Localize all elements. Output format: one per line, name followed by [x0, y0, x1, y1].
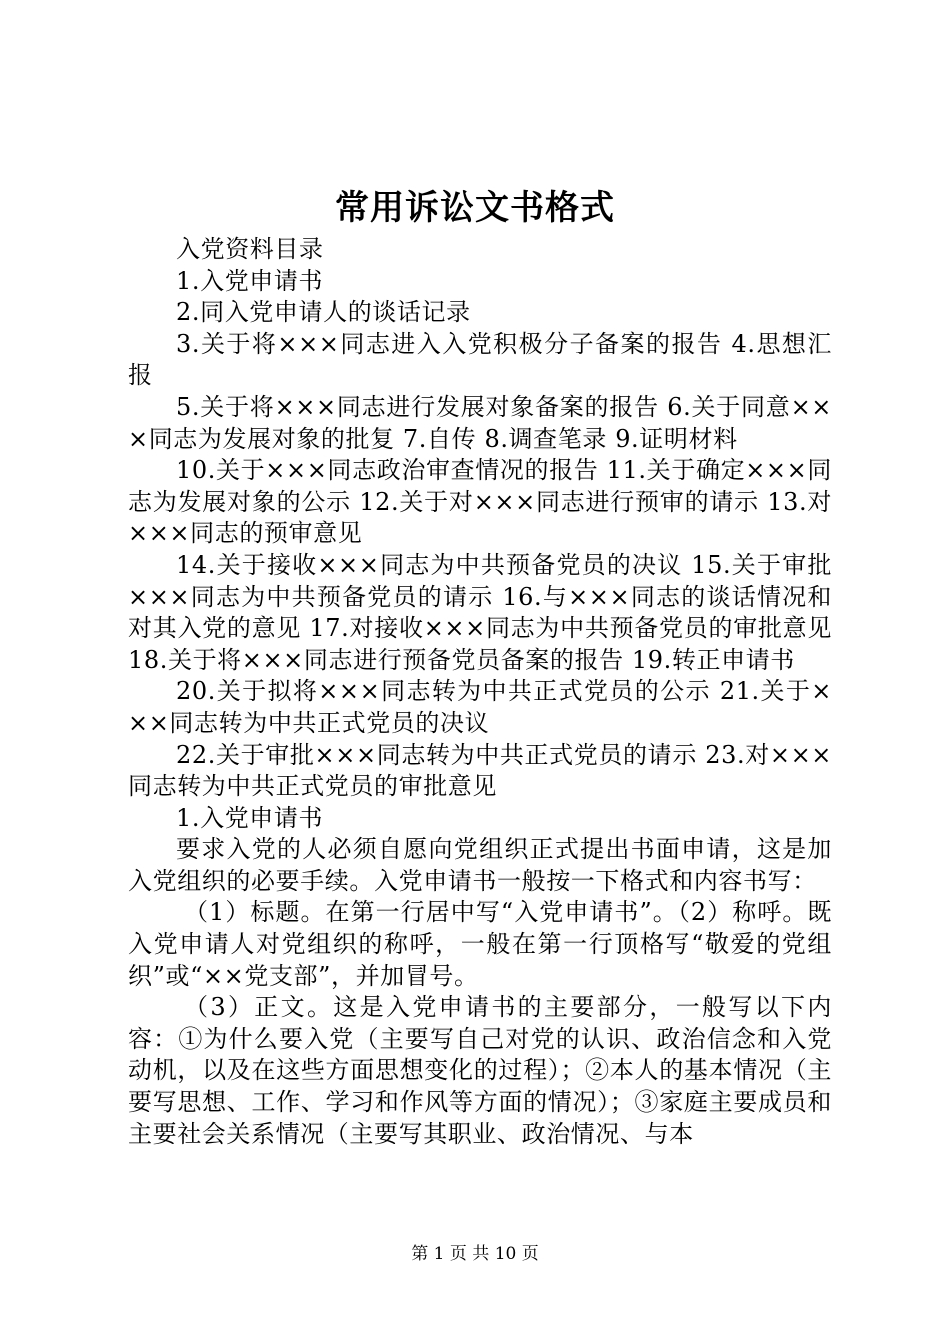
paragraph-toc-heading: 入党资料目录 [176, 235, 324, 263]
page-number-footer: 第 1 页 共 10 页 [411, 1244, 539, 1264]
document-body [128, 234, 832, 1150]
paragraph-toc-item-5-9: 5.关于将×××同志进行发展对象备案的报告 6.关于同意×××同志为发展对象的批复 7.自传 8.调查笔录 9.证明材料 [128, 392, 832, 453]
paragraph-section-heading: 1.入党申请书 [176, 803, 324, 832]
paragraph-body-content: （3）正文。这是入党申请书的主要部分，一般写以下内容：①为什么要入党（主要写自己对党的认识、政治信念和入党动机，以及在这些方面思想变化的过程）；②本人的基本情况（主要写思想、工作、学习和作风等方面的情况）；③家庭主要成员和主要社会关系情况（主要写其职业、政治情况、与本 [128, 993, 832, 1148]
paragraph-toc-item-1: 1.入党申请书 [176, 266, 324, 295]
paragraph-toc-item-22-23: 22.关于审批×××同志转为中共正式党员的请示 23.对×××同志转为中共正式党员的审批意见 [128, 740, 832, 801]
paragraph-intro: 要求入党的人必须自愿向党组织正式提出书面申请，这是加入党组织的必要手续。入党申请书一般按一下格式和内容书写： [128, 835, 832, 895]
paragraph-toc-item-10-13: 10.关于×××同志政治审查情况的报告 11.关于确定×××同志为发展对象的公示 12.关于对×××同志进行预审的请示 13.对×××同志的预审意见 [128, 456, 832, 548]
paragraph-title-and-salutation: （1）标题。在第一行居中写“入党申请书”。（2）称呼。既入党申请人对党组织的称呼，一般在第一行顶格写“敬爱的党组织”或“××党支部”，并加冒号。 [128, 898, 832, 990]
paragraph-toc-item-2: 2.同入党申请人的谈话记录 [176, 298, 471, 327]
paragraph-toc-item-3-4: 3.关于将×××同志进入入党积极分子备案的报告 4.思想汇报 [128, 329, 832, 390]
paragraph-toc-item-20-21: 20.关于拟将×××同志转为中共正式党员的公示 21.关于×××同志转为中共正式党员的决议 [128, 677, 832, 737]
document-title: 常用诉讼文书格式 [335, 188, 615, 228]
paragraph-toc-item-14-19: 14.关于接收×××同志为中共预备党员的决议 15.关于审批×××同志为中共预备党员的请示 16.与×××同志的谈话情况和对其入党的意见 17.对接收×××同志为中共预备党员的审批意见 18.关于将×××同志进行预备党员备案的报告 19.转正申请书 [128, 550, 832, 674]
